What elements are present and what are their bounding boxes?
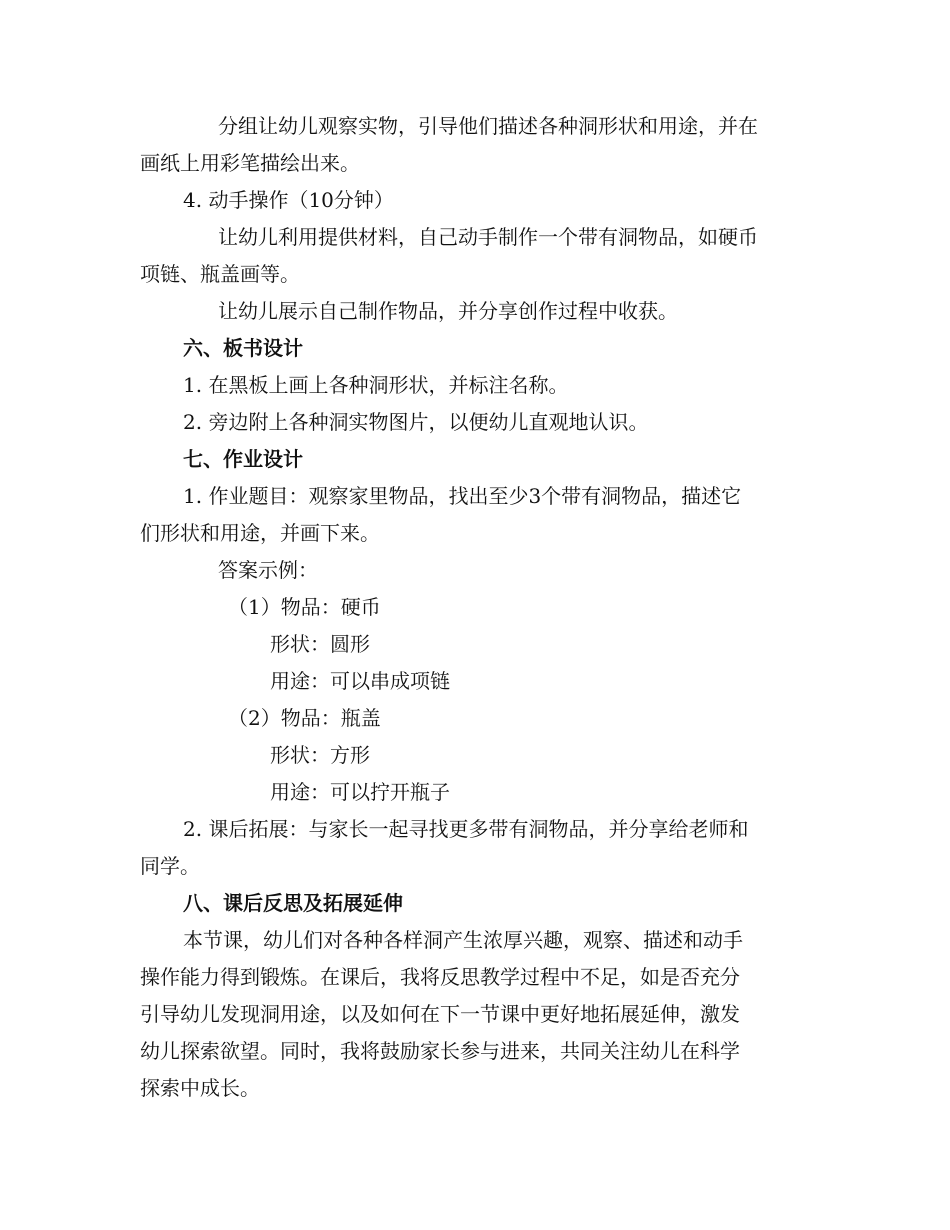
paragraph-line: 引导幼儿发现洞用途，以及如何在下一节课中更好地拓展延伸，激发 bbox=[140, 1002, 740, 1026]
list-item: 1. 在黑板上画上各种洞形状，并标注名称。 bbox=[183, 373, 569, 397]
answer-item: （1）物品：硬币 bbox=[228, 595, 381, 619]
list-item: 1. 作业题目：观察家里物品，找出至少3个带有洞物品，描述它 bbox=[183, 484, 742, 508]
paragraph-line: 画纸上用彩笔描绘出来。 bbox=[140, 151, 360, 175]
answer-detail: 用途：可以拧开瓶子 bbox=[270, 780, 450, 804]
paragraph-line: 幼儿探索欲望。同时，我将鼓励家长参与进来，共同关注幼儿在科学 bbox=[140, 1039, 740, 1063]
answer-detail: 形状：圆形 bbox=[270, 632, 370, 656]
answer-detail: 用途：可以串成项链 bbox=[270, 669, 450, 693]
answer-item: （2）物品：瓶盖 bbox=[228, 706, 381, 730]
list-item: 2. 课后拓展：与家长一起寻找更多带有洞物品，并分享给老师和 bbox=[183, 817, 749, 841]
list-item: 4. 动手操作（10分钟） bbox=[183, 188, 394, 212]
paragraph-line: 探索中成长。 bbox=[140, 1076, 260, 1100]
paragraph-line: 项链、瓶盖画等。 bbox=[140, 262, 300, 286]
paragraph-line: 同学。 bbox=[140, 854, 200, 878]
paragraph-line: 让幼儿展示自己制作物品，并分享创作过程中收获。 bbox=[218, 299, 678, 323]
paragraph-line: 操作能力得到锻炼。在课后，我将反思教学过程中不足，如是否充分 bbox=[140, 965, 740, 989]
section-heading: 六、板书设计 bbox=[183, 336, 303, 360]
paragraph-line: 答案示例： bbox=[218, 558, 318, 582]
answer-detail: 形状：方形 bbox=[270, 743, 370, 767]
list-item: 2. 旁边附上各种洞实物图片，以便幼儿直观地认识。 bbox=[183, 410, 649, 434]
paragraph-line: 本节课，幼儿们对各种各样洞产生浓厚兴趣，观察、描述和动手 bbox=[183, 928, 743, 952]
paragraph-line: 让幼儿利用提供材料，自己动手制作一个带有洞物品，如硬币 bbox=[218, 225, 758, 249]
section-heading: 八、课后反思及拓展延伸 bbox=[183, 891, 403, 915]
section-heading: 七、作业设计 bbox=[183, 447, 303, 471]
paragraph-line: 们形状和用途，并画下来。 bbox=[140, 521, 380, 545]
paragraph-line: 分组让幼儿观察实物，引导他们描述各种洞形状和用途，并在 bbox=[218, 114, 758, 138]
